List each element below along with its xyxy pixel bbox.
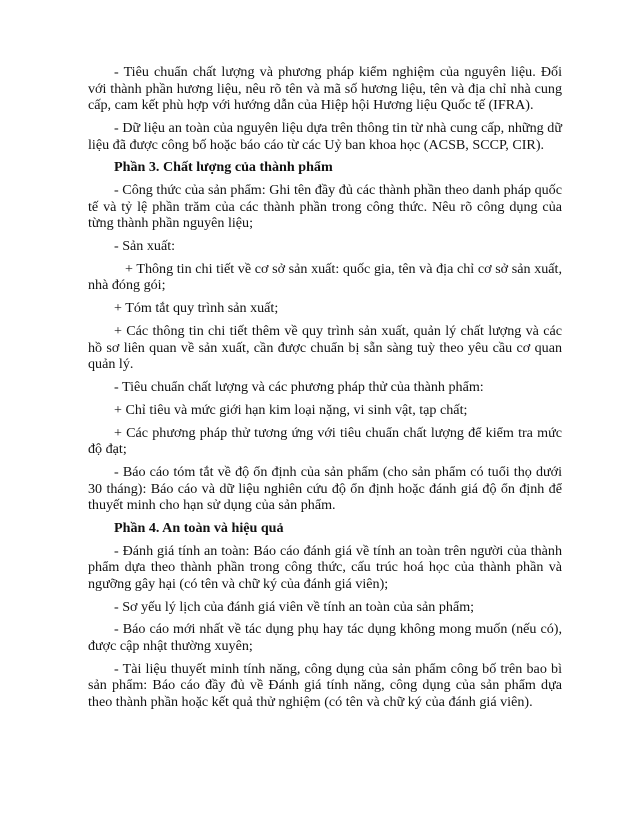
section-heading-part-4: Phần 4. An toàn và hiệu quả: [114, 519, 284, 536]
document-page: [88, 64, 562, 717]
paragraph-manufacturing-site-info: + Thông tin chi tiết về cơ sở sản xuất: quốc gia, tên và địa chỉ cơ sở sản xuất, nhà đóng gói;: [88, 260, 562, 294]
paragraph-efficacy-documentation: - Tài liệu thuyết minh tính năng, công dụng của sản phẩm công bố trên bao bì sản phẩm: Báo cáo đầy đủ về Đánh giá tính năng, công dụng của sản phẩm dựa theo thành phần hoặc kết quả thử nghiệm (có tên và chữ ký của đánh giá viên).: [88, 660, 562, 710]
paragraph-contaminant-limits: + Chỉ tiêu và mức giới hạn kim loại nặng, vi sinh vật, tạp chất;: [114, 401, 468, 418]
paragraph-safety-assessment: - Đánh giá tính an toàn: Báo cáo đánh giá về tính an toàn trên người của thành phẩm dựa theo thành phần trong công thức, cấu trúc hoá học của thành phần và ngưỡng gây hại (có tên và chữ ký của đánh giá viên);: [88, 542, 562, 592]
paragraph-finished-product-standards: - Tiêu chuẩn chất lượng và các phương pháp thử của thành phẩm:: [114, 379, 484, 395]
paragraph-product-formula: - Công thức của sản phẩm: Ghi tên đầy đủ các thành phần theo danh pháp quốc tế và tỷ lệ phần trăm của các thành phần trong công thức. Nêu rõ công dụng của từng thành phần nguyên liệu;: [88, 182, 562, 232]
paragraph-process-summary: + Tóm tắt quy trình sản xuất;: [114, 300, 279, 317]
paragraph-test-methods: + Các phương pháp thử tương ứng với tiêu chuẩn chất lượng để kiểm tra mức độ đạt;: [88, 424, 562, 458]
paragraph-stability-report: - Báo cáo tóm tắt về độ ổn định của sản phẩm (cho sản phẩm có tuổi thọ dưới 30 tháng): Báo cáo và dữ liệu nghiên cứu độ ổn định hoặc đánh giá độ ổn định để thuyết minh cho hạn sử dụng của sản phẩm.: [88, 463, 562, 514]
section-heading-part-3: Phần 3. Chất lượng của thành phẩm: [114, 159, 333, 176]
paragraph-ingredient-quality-standard: - Tiêu chuẩn chất lượng và phương pháp kiểm nghiệm của nguyên liệu. Đối với thành phần hương liệu, nêu rõ tên và mã số hương liệu, tên và địa chỉ nhà cung cấp, cam kết phù hợp với hướng dẫn của Hiệp hội Hương liệu Quốc tế (IFRA).: [88, 64, 562, 114]
paragraph-manufacturing: - Sản xuất:: [114, 238, 176, 255]
paragraph-ingredient-safety-data: - Dữ liệu an toàn của nguyên liệu dựa trên thông tin từ nhà cung cấp, những dữ liệu đã được công bố hoặc báo cáo từ các Uỷ ban khoa học (ACSB, SCCP, CIR).: [88, 119, 562, 153]
paragraph-side-effects-report: - Báo cáo mới nhất về tác dụng phụ hay tác dụng không mong muốn (nếu có), được cập nhật thường xuyên;: [88, 621, 562, 655]
paragraph-process-details: + Các thông tin chi tiết thêm về quy trình sản xuất, quản lý chất lượng và các hồ sơ liên quan về sản xuất, cần được chuẩn bị sẵn sàng tuỳ theo yêu cầu cơ quan quản lý.: [88, 323, 562, 373]
paragraph-assessor-cv: - Sơ yếu lý lịch của đánh giá viên về tính an toàn của sản phẩm;: [114, 598, 475, 615]
